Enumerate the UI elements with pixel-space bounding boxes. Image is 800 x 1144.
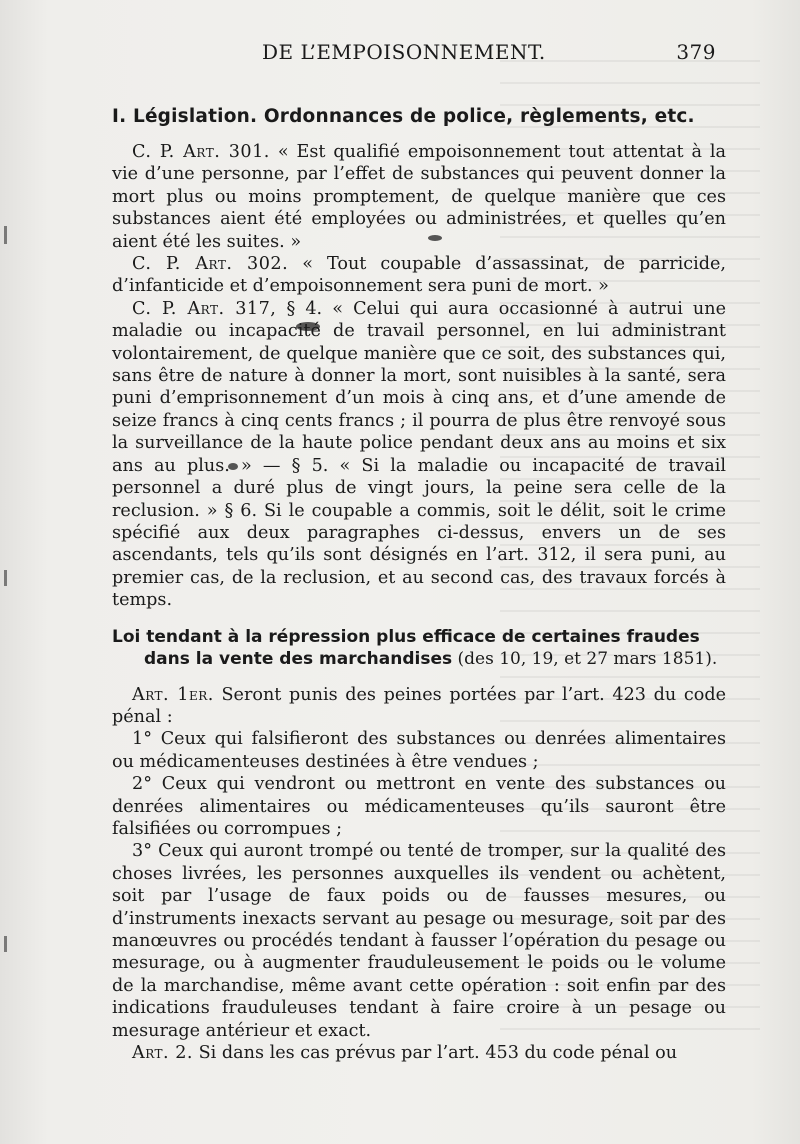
list-item-1: 1° Ceux qui falsifieront des substances ou denrées alimentaires ou médicamenteuses destinées à être vendues ; [112, 729, 726, 772]
article-text: Si dans les cas prévus par l’art. 453 du code pénal ou [193, 1043, 678, 1064]
law-heading [112, 626, 726, 670]
article-ref: Art. 2. [132, 1043, 194, 1064]
article-text: § 4. « Celui qui aura occasionné à autrui une maladie ou incapacité de travail personnel, en lui administrant volontairement, de quelque manière que ce soit, des substances qui, sans être de nature à donner la mort, sont nuisibles à la santé, sera puni d’emprisonnement d’un mois à cinq ans, et d’une amende de seize francs à cinq cents francs ; il pourra de plus être renvoyé sous la surveillance de la haute police pendant deux ans au moins et six ans au plus. » — § 5. « Si la maladie ou incapacité de travail personnel a duré plus de vingt jours, la peine sera celle de la reclusion. » § 6. Si le coupable a commis, soit le délit, soit le crime spécifié aux deux paragraphes ci-dessus, envers un de ses ascendants, tels qu’ils sont désignés en l’art. 312, il sera puni, au premier cas, de la reclusion, et au second cas, des travaux forcés à temps. [112, 298, 726, 611]
running-title: DE L’EMPOISONNEMENT. [262, 40, 546, 64]
paragraph-art301 [112, 141, 726, 253]
article-text: « Est qualifié empoisonnement tout attentat à la vie d’une personne, par l’effet de substances qui peuvent donner la mort plus ou moins promptement, de quelque manière que ces substances aient été employées ou administrées, et quelles qu’en aient été les suites. » [112, 142, 727, 252]
text-block [112, 38, 726, 1064]
paragraph-art1 [112, 684, 726, 729]
paragraph-art317 [112, 298, 726, 612]
law-heading-line2 [112, 648, 726, 670]
article-text: Seront punis des peines portées par l’art. 423 du code pénal : [112, 684, 726, 727]
article-ref: C. P. Art. 301. [132, 142, 270, 162]
article-ref: C. P. Art. 302. [132, 254, 289, 275]
paragraph-art302 [112, 253, 726, 298]
list-item-2: 2° Ceux qui vendront ou mettront en vente des substances ou denrées alimentaires ou médicamenteuses qu’ils sauront être falsifiées ou corrompues ; [112, 774, 726, 839]
law-heading-dates: (des 10, 19, et 27 mars 1851). [452, 648, 718, 669]
margin-mark [4, 936, 7, 952]
margin-mark [4, 570, 7, 586]
page-number: 379 [676, 40, 716, 64]
article-text: « Tout coupable d’assassinat, de parricide, d’infanticide et d’empoisonnement sera puni de mort. » [112, 254, 726, 297]
list-item-3: 3° Ceux qui auront trompé ou tenté de tromper, sur la qualité des choses livrées, les personnes auxquelles ils vendent ou achètent, soit par l’usage de faux poids ou de fausses mesures, ou d’instruments inexacts servant au pesage ou mesurage, soit par des manœuvres ou procédés tendant à fausser l’opération du pesage ou mesurage, ou à augmenter frauduleusement le poids ou le volume de la marchandise, même avant cette opération : soit enfin par des indications frauduleuses tendant à faire croire à un pesage ou mesurage antérieur et exact. [112, 841, 726, 1041]
margin-mark [4, 226, 7, 244]
law-heading-line1: Loi tendant à la répression plus efficace de certaines fraudes [112, 626, 700, 647]
article-ref: C. P. Art. 317, [132, 298, 277, 319]
section-heading: I. Législation. Ordonnances de police, règlements, etc. [112, 106, 695, 127]
paragraph-art2 [112, 1042, 726, 1064]
article-ref: Art. 1er. [132, 684, 214, 705]
running-head [112, 38, 726, 74]
law-heading-bold: dans la vente des marchandises [144, 648, 453, 669]
